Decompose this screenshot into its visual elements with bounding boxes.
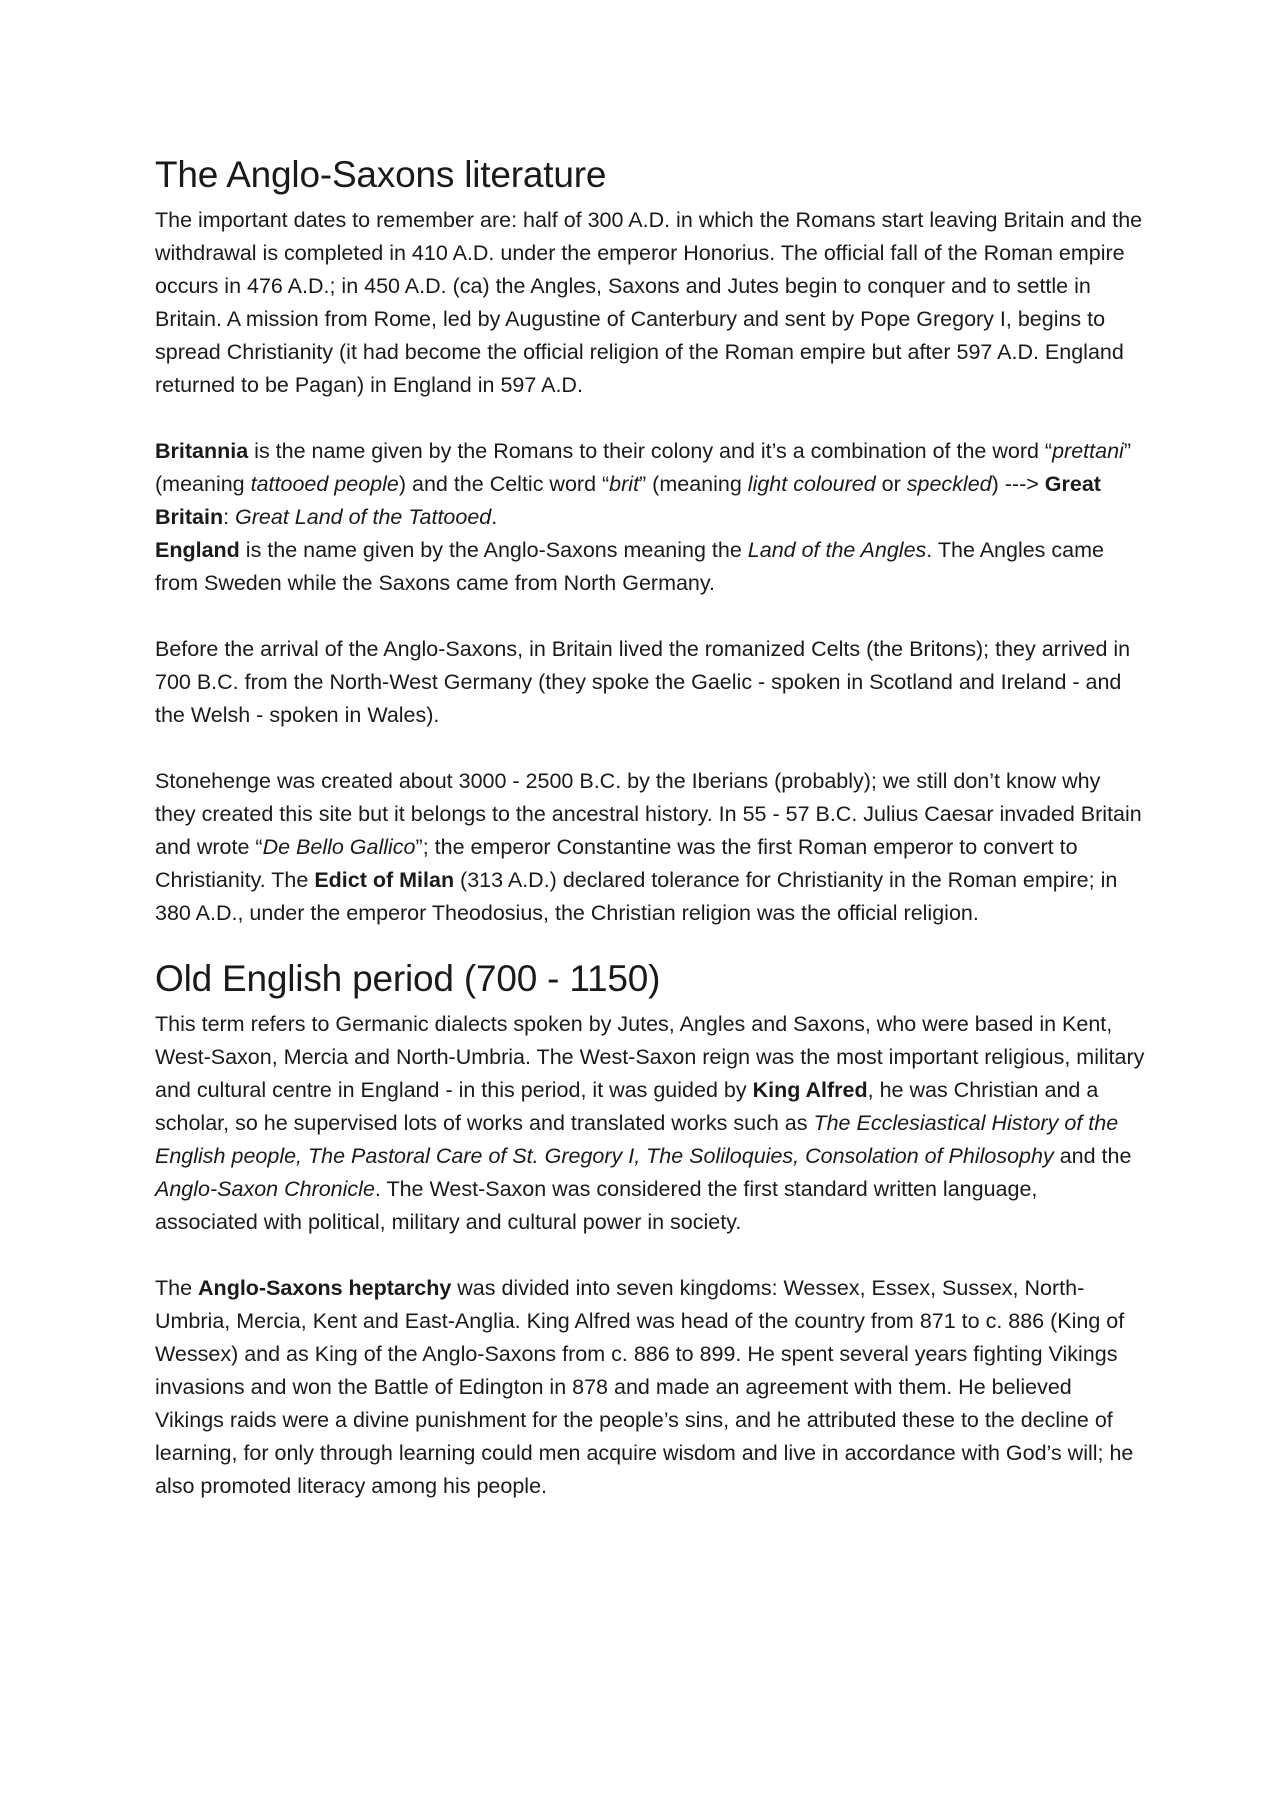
paragraph-germanic-dialects: This term refers to Germanic dialects spoken by Jutes, Angles and Saxons, who were based in Kent, West-Saxon, Mercia and North-Umbria. The West-Saxon reign was the most important religious, military and cultural centre in England - in this period, it was guided by King Alfred, he was Christian and a scholar, so he supervised lots of works and translated works such as The Ecclesiastical History of the English people, The Pastoral Care of St. Gregory I, The Soliloquies, Consolation of Philosophy and the Anglo-Saxon Chronicle. The West-Saxon was considered the first standard written language, associated with political, military and cultural power in society.	[155, 1012, 1145, 1234]
term-great-britain: Great Britain	[155, 472, 1101, 529]
term-king-alfred: King Alfred	[752, 1078, 868, 1102]
term-england: England	[155, 538, 240, 562]
section-heading-old-english: Old English period (700 - 1150)	[155, 958, 661, 999]
paragraph-stonehenge: Stonehenge was created about 3000 - 2500 B.C. by the Iberians (probably); we still don’t know why they created this site but it belongs to the ancestral history. In 55 - 57 B.C. Julius Caesar invaded Britain and wrote “De Bello Gallico”; the emperor Constantine was the first Roman emperor to convert to Christianity. The Edict of Milan (313 A.D.) declared tolerance for Christianity in the Roman empire; in 380 A.D., under the emperor Theodosius, the Christian religion was the official religion.	[155, 769, 1142, 925]
paragraph-heptarchy: The Anglo-Saxons heptarchy was divided into seven kingdoms: Wessex, Essex, Sussex, North-Umbria, Mercia, Kent and East-Anglia. King Alfred was head of the country from 871 to c. 886 (King of Wessex) and as King of the Anglo-Saxons from c. 886 to 899. He spent several years fighting Vikings invasions and won the Battle of Edington in 878 and made an agreement with them. He believed Vikings raids were a divine punishment for the people’s sins, and he attributed these to the decline of learning, for only through learning could men acquire wisdom and live in accordance with God’s will; he also promoted literacy among his people.	[155, 1276, 1134, 1498]
section-heading-anglo-saxons: The Anglo-Saxons literature	[155, 154, 607, 195]
paragraph-important-dates: The important dates to remember are: half of 300 A.D. in which the Romans start leaving Britain and the withdrawal is completed in 410 A.D. under the emperor Honorius. The official fall of the Roman empire occurs in 476 A.D.; in 450 A.D. (ca) the Angles, Saxons and Jutes begin to conquer and to settle in Britain. A mission from Rome, led by Augustine of Canterbury and sent by Pope Gregory I, begins to spread Christianity (it had become the official religion of the Roman empire but after 597 A.D. England returned to be Pagan) in England in 597 A.D.	[155, 208, 1143, 397]
term-edict-of-milan: Edict of Milan	[314, 868, 455, 892]
term-britannia: Britannia	[155, 439, 249, 463]
paragraph-england: England is the name given by the Anglo-Saxons meaning the Land of the Angles. The Angles came from Sweden while the Saxons came from North Germany.	[155, 538, 1104, 595]
term-heptarchy: Anglo-Saxons heptarchy	[198, 1276, 452, 1300]
paragraph-britannia: Britannia is the name given by the Romans to their colony and it’s a combination of the word “prettani” (meaning tattooed people) and the Celtic word “brit” (meaning light coloured or speckled) ---> Great Britain: Great Land of the Tattooed.	[155, 439, 1131, 529]
paragraph-celts: Before the arrival of the Anglo-Saxons, in Britain lived the romanized Celts (the Britons); they arrived in 700 B.C. from the North-West Germany (they spoke the Gaelic - spoken in Scotland and Ireland - and the Welsh - spoken in Wales).	[155, 637, 1131, 727]
document-page	[155, 152, 1145, 1503]
